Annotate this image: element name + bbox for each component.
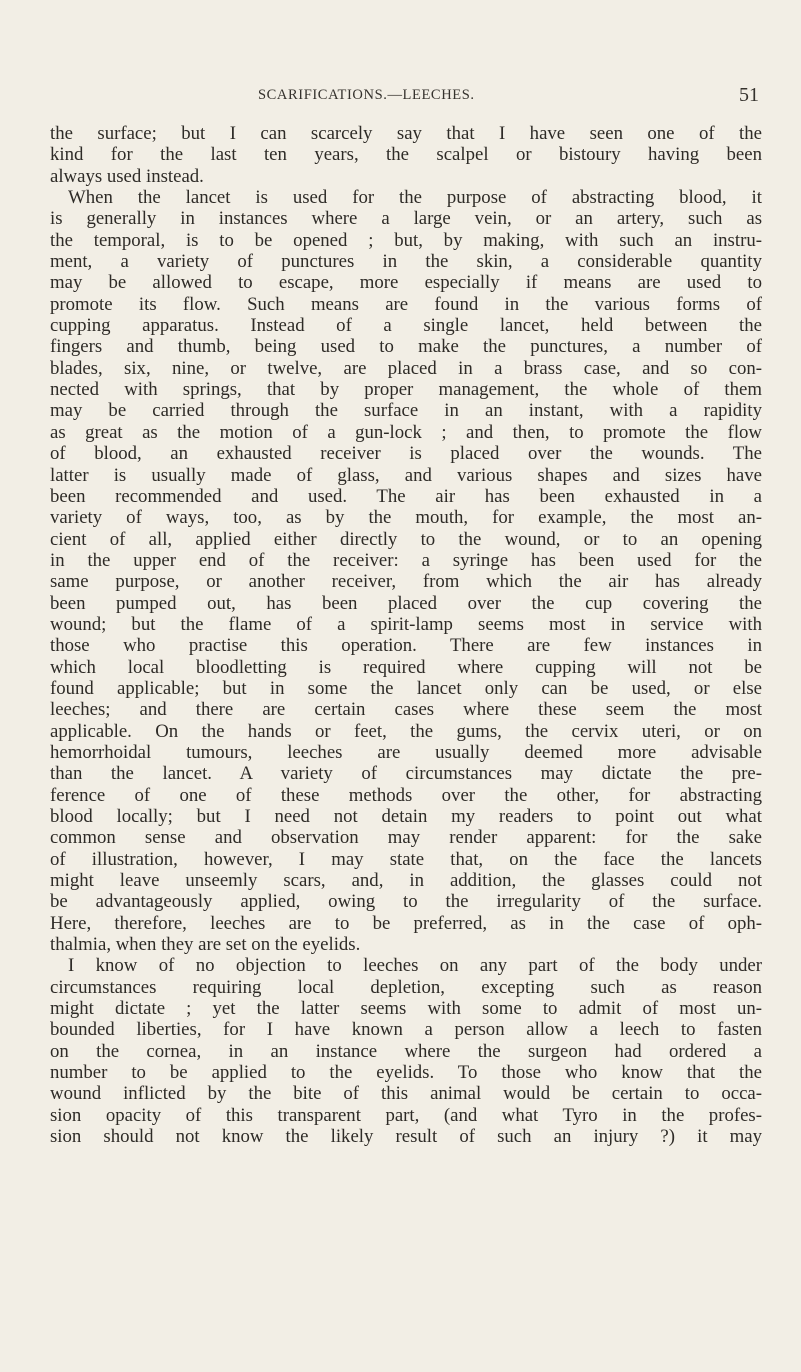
text-line: ference of one of these methods over the other, for abstracting bbox=[50, 784, 762, 806]
text-line: sion should not know the likely result of such an injury ?) it may bbox=[50, 1126, 762, 1148]
body-text bbox=[50, 123, 762, 1148]
text-line: number to be applied to the eyelids. To those who know that the bbox=[50, 1062, 762, 1084]
text-line: of blood, an exhausted receiver is placed over the wounds. The bbox=[50, 443, 762, 465]
page-number: 51 bbox=[739, 84, 759, 106]
text-line: sion opacity of this transparent part, (and what Tyro in the profes- bbox=[50, 1104, 762, 1126]
text-line: than the lancet. A variety of circumstances may dictate the pre- bbox=[50, 763, 762, 785]
text-line: same purpose, or another receiver, from which the air has already bbox=[50, 571, 762, 593]
text-line: Here, therefore, leeches are to be preferred, as in the case of oph- bbox=[50, 912, 762, 934]
text-line: I know of no objection to leeches on any part of the body under bbox=[68, 955, 762, 977]
text-line: blood locally; but I need not detain my readers to point out what bbox=[50, 806, 762, 827]
text-line: of illustration, however, I may state that, on the face the lancets bbox=[50, 848, 762, 870]
text-line: ment, a variety of punctures in the skin, a considerable quantity bbox=[50, 251, 762, 273]
text-line: fingers and thumb, being used to make the punctures, a number of bbox=[50, 336, 762, 358]
text-line: the surface; but I can scarcely say that I have seen one of the bbox=[50, 123, 762, 144]
text-line: be advantageously applied, owing to the irregularity of the surface. bbox=[50, 891, 762, 913]
text-line: hemorrhoidal tumours, leeches are usually deemed more advisable bbox=[50, 741, 762, 763]
text-line: as great as the motion of a gun-lock ; and then, to promote the flow bbox=[50, 421, 762, 443]
text-line: wound; but the flame of a spirit-lamp seems most in service with bbox=[50, 613, 762, 635]
text-line: variety of ways, too, as by the mouth, for example, the most an- bbox=[50, 507, 762, 529]
text-line: bounded liberties, for I have known a person allow a leech to fasten bbox=[50, 1019, 762, 1041]
text-line: which local bloodletting is required where cupping will not be bbox=[50, 656, 762, 678]
text-line: may be allowed to escape, more especially if means are used to bbox=[50, 272, 762, 294]
text-line: the temporal, is to be opened ; but, by making, with such an instru- bbox=[50, 229, 762, 251]
text-line: been recommended and used. The air has been exhausted in a bbox=[50, 485, 762, 507]
text-line: in the upper end of the receiver: a syringe has been used for the bbox=[50, 549, 762, 571]
text-line: circumstances requiring local depletion, excepting such as reason bbox=[50, 976, 762, 998]
text-line: When the lancet is used for the purpose of abstracting blood, it bbox=[68, 187, 762, 209]
text-line: cient of all, applied either directly to the wound, or to an opening bbox=[50, 528, 762, 550]
text-line: wound inflicted by the bite of this animal would be certain to occa- bbox=[50, 1083, 762, 1105]
text-line: promote its flow. Such means are found in the various forms of bbox=[50, 293, 762, 315]
text-line: common sense and observation may render apparent: for the sake bbox=[50, 827, 762, 849]
running-head: SCARIFICATIONS.—LEECHES. bbox=[258, 87, 475, 103]
text-line: nected with springs, that by proper management, the whole of them bbox=[50, 379, 762, 401]
text-line: may be carried through the surface in an instant, with a rapidity bbox=[50, 400, 762, 422]
text-line: been pumped out, has been placed over the cup covering the bbox=[50, 592, 762, 614]
text-line: blades, six, nine, or twelve, are placed in a brass case, and so con- bbox=[50, 357, 762, 379]
text-line: cupping apparatus. Instead of a single lancet, held between the bbox=[50, 315, 762, 337]
text-line: thalmia, when they are set on the eyelids. bbox=[50, 934, 361, 956]
text-line: those who practise this operation. There are few instances in bbox=[50, 635, 762, 657]
text-line: kind for the last ten years, the scalpel or bistoury having been bbox=[50, 144, 762, 166]
text-line: always used instead. bbox=[50, 165, 204, 187]
text-line: on the cornea, in an instance where the surgeon had ordered a bbox=[50, 1040, 762, 1062]
text-line: applicable. On the hands or feet, the gums, the cervix uteri, or on bbox=[50, 720, 762, 742]
text-line: found applicable; but in some the lancet only can be used, or else bbox=[50, 677, 762, 699]
text-line: might leave unseemly scars, and, in addition, the glasses could not bbox=[50, 870, 762, 892]
text-line: leeches; and there are certain cases where these seem the most bbox=[50, 699, 762, 721]
text-line: latter is usually made of glass, and various shapes and sizes have bbox=[50, 464, 762, 486]
text-line: is generally in instances where a large vein, or an artery, such as bbox=[50, 208, 762, 230]
text-line: might dictate ; yet the latter seems with some to admit of most un- bbox=[50, 998, 762, 1020]
